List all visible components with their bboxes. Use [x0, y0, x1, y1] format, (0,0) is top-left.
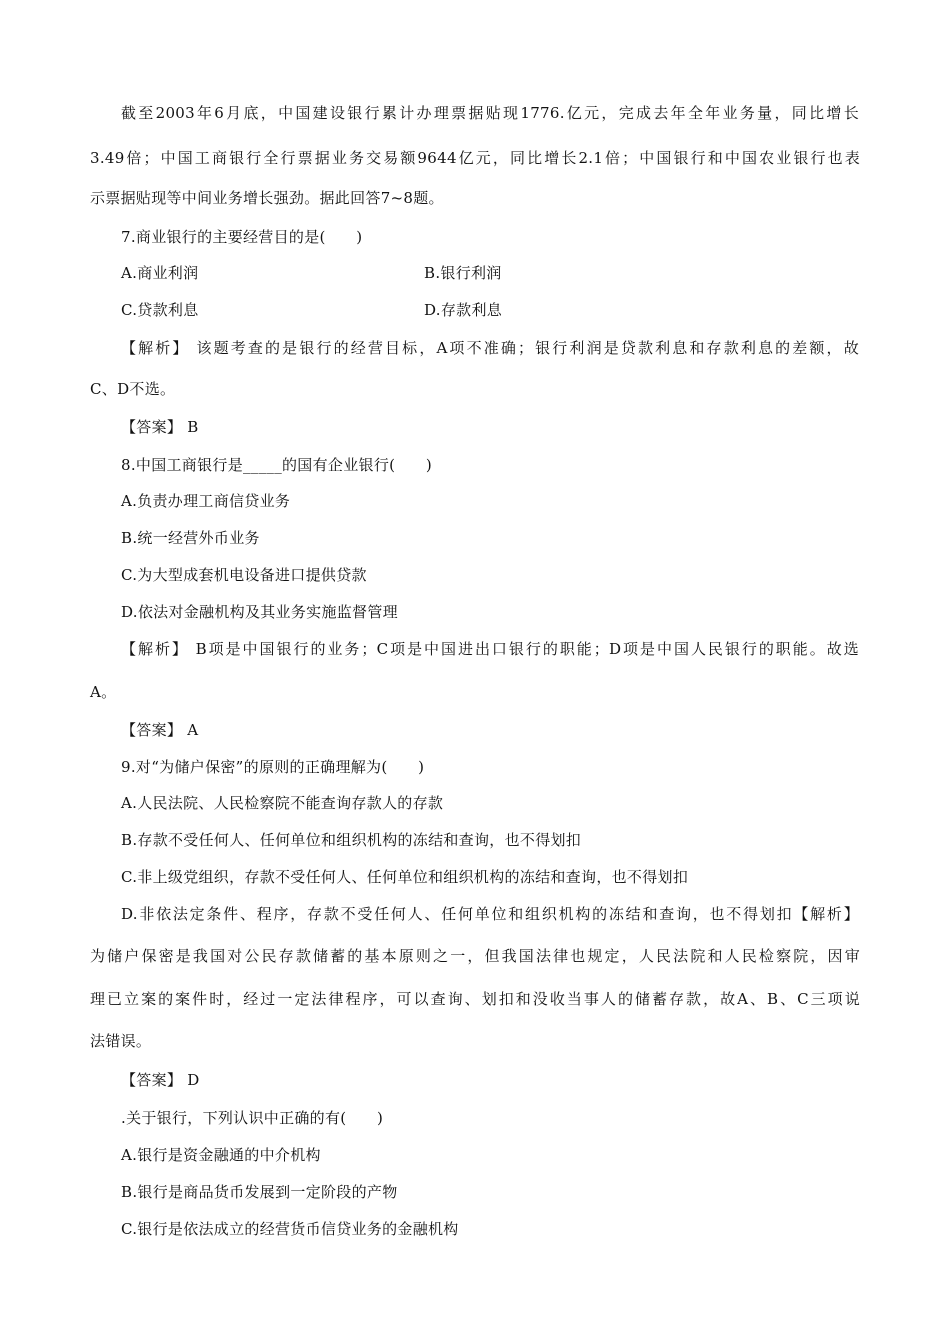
q8-option-b: B.统一经营外币业务	[121, 529, 260, 547]
q8-analysis-line-2: A。	[90, 683, 117, 701]
q7-option-d: D.存款利息	[424, 301, 503, 319]
q9-option-a: A.人民法院、人民检察院不能查询存款人的存款	[121, 794, 444, 812]
q10-option-b: B.银行是商品货币发展到一定阶段的产物	[121, 1183, 398, 1201]
q8-option-c: C.为大型成套机电设备进口提供贷款	[121, 566, 367, 584]
q8-option-a: A.负责办理工商信贷业务	[121, 492, 291, 510]
intro-line-1: 截至2003年6月底，中国建设银行累计办理票据贴现1776.亿元，完成去年全年业务量，同比增长	[121, 104, 859, 122]
q9-analysis-line-2: 理已立案的案件时，经过一定法律程序，可以查询、划扣和没收当事人的储蓄存款，故A、B、C三项说	[90, 990, 860, 1008]
q9-option-c: C.非上级党组织，存款不受任何人、任何单位和组织机构的冻结和查询，也不得划扣	[121, 868, 689, 886]
q9-answer: 【答案】 D	[121, 1071, 200, 1089]
q8-stem: 8.中国工商银行是_____的国有企业银行( )	[121, 456, 433, 474]
q7-stem: 7.商业银行的主要经营目的是( )	[121, 228, 363, 246]
intro-line-3: 示票据贴现等中间业务增长强劲。据此回答7~8题。	[90, 189, 444, 207]
q7-analysis-line-1: 【解析】 该题考查的是银行的经营目标，A项不准确；银行利润是贷款利息和存款利息的差额，故	[121, 339, 859, 357]
q8-answer: 【答案】 A	[121, 721, 199, 739]
q8-analysis-line-1: 【解析】 B项是中国银行的业务；C项是中国进出口银行的职能；D项是中国人民银行的职能。故选	[121, 640, 859, 658]
q9-option-d: D.非依法定条件、程序，存款不受任何人、任何单位和组织机构的冻结和查询，也不得划扣【解析】	[121, 905, 859, 923]
q7-answer: 【答案】 B	[121, 418, 199, 436]
q10-stem: .关于银行，下列认识中正确的有( )	[121, 1109, 384, 1127]
q9-stem: 9.对“为储户保密”的原则的正确理解为( )	[121, 758, 425, 776]
q7-option-a: A.商业利润	[121, 264, 199, 282]
q8-option-d: D.依法对金融机构及其业务实施监督管理	[121, 603, 398, 621]
q9-analysis-line-1: 为储户保密是我国对公民存款储蓄的基本原则之一，但我国法律也规定，人民法院和人民检察院，因审	[90, 947, 860, 965]
q10-option-a: A.银行是资金融通的中介机构	[121, 1146, 321, 1164]
q7-option-c: C.贷款利息	[121, 301, 199, 319]
q7-option-b: B.银行利润	[424, 264, 502, 282]
q7-analysis-line-2: C、D不选。	[90, 380, 176, 398]
intro-line-2: 3.49倍；中国工商银行全行票据业务交易额9644亿元，同比增长2.1倍；中国银行和中国农业银行也表	[90, 149, 860, 167]
q10-option-c: C.银行是依法成立的经营货币信贷业务的金融机构	[121, 1220, 459, 1238]
q9-analysis-line-3: 法错误。	[90, 1032, 152, 1050]
q9-option-b: B.存款不受任何人、任何单位和组织机构的冻结和查询，也不得划扣	[121, 831, 582, 849]
